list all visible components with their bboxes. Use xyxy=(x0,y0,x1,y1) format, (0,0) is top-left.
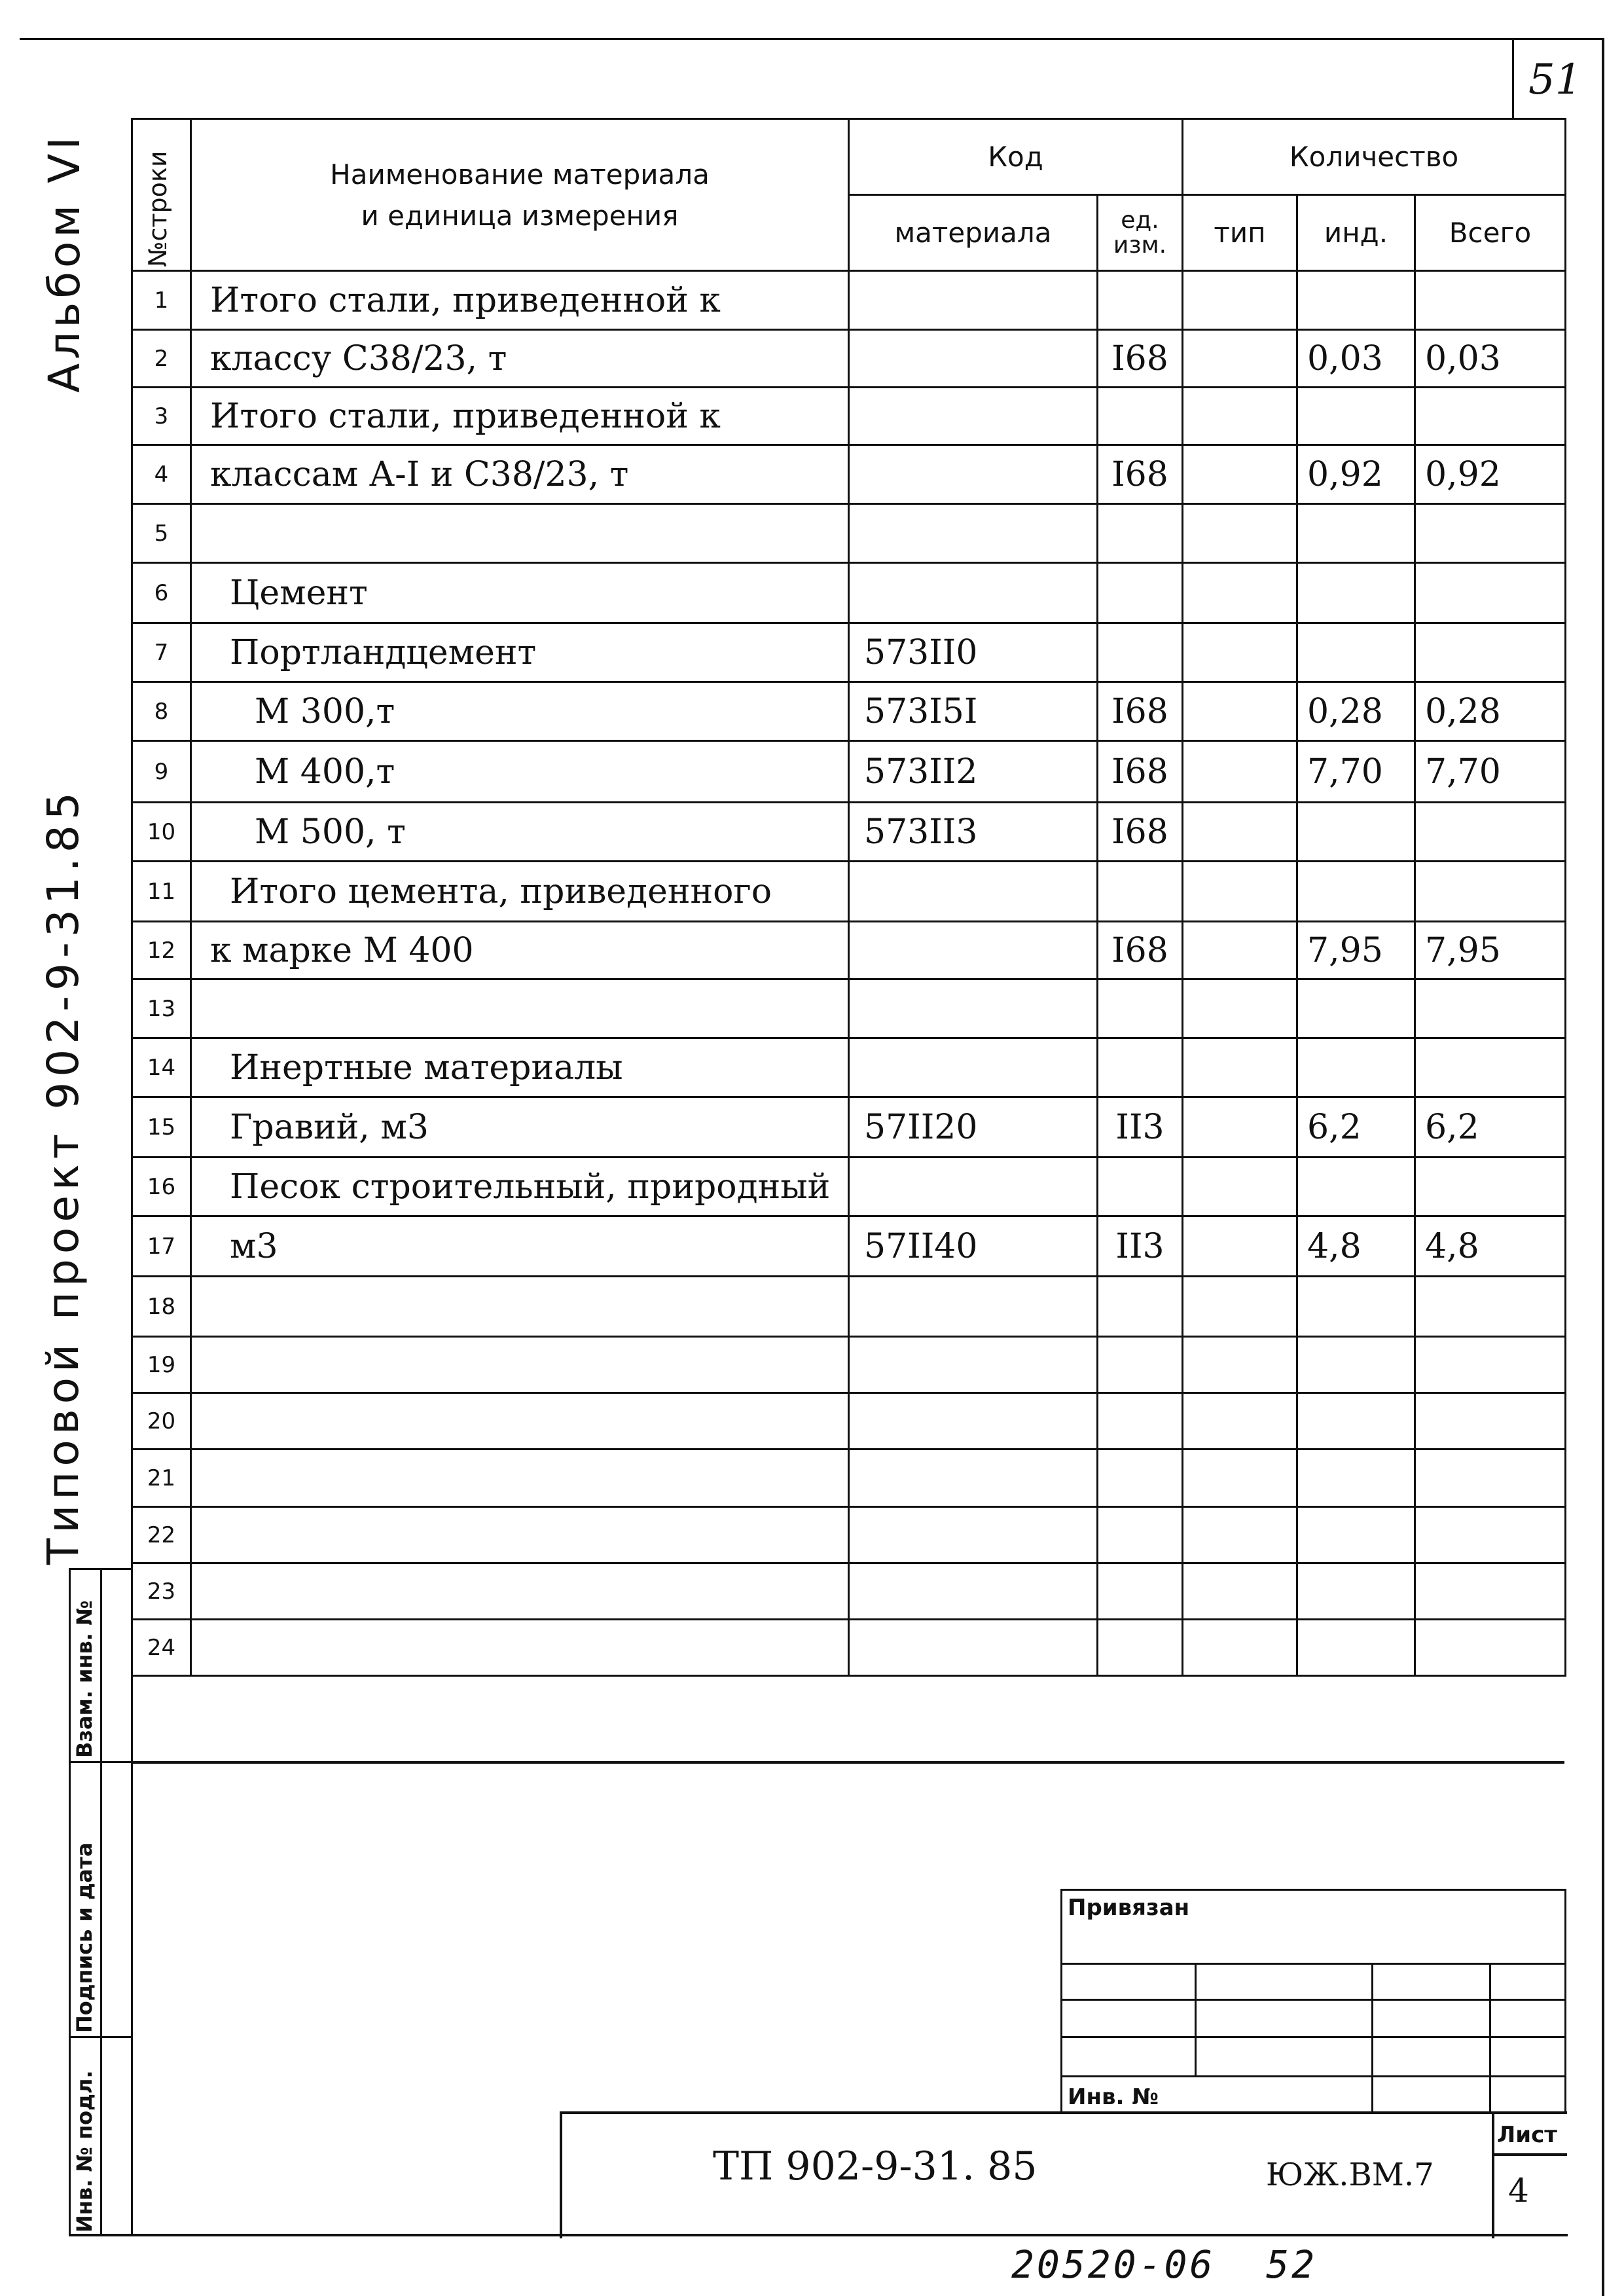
unit-code xyxy=(1098,1620,1183,1676)
unit-code xyxy=(1098,1038,1183,1097)
material-name: Гравий, м3 xyxy=(191,1097,849,1157)
material-code xyxy=(849,979,1098,1038)
row-number: 19 xyxy=(132,1337,191,1393)
sheet-number: 4 xyxy=(1508,2172,1529,2210)
material-code xyxy=(849,1393,1098,1449)
unit-code xyxy=(1098,1507,1183,1563)
project-label: Типовой проект 902-9-31.85 xyxy=(38,787,88,1565)
qty-type xyxy=(1183,682,1297,741)
qty-total xyxy=(1415,862,1566,922)
material-code xyxy=(849,1449,1098,1507)
table-row xyxy=(132,271,1566,330)
material-code: 57II40 xyxy=(849,1216,1098,1277)
table-row xyxy=(132,1449,1566,1507)
header-type: тип xyxy=(1183,195,1297,271)
material-name: Итого стали, приведенной к xyxy=(191,271,849,330)
table-row xyxy=(132,330,1566,388)
qty-type xyxy=(1183,623,1297,682)
qty-total: 0,92 xyxy=(1415,445,1566,504)
qty-ind xyxy=(1297,1038,1415,1097)
qty-type xyxy=(1183,445,1297,504)
doc-code: ТП 902-9-31. 85 xyxy=(713,2143,1038,2189)
unit-code xyxy=(1098,623,1183,682)
row-number: 14 xyxy=(132,1038,191,1097)
material-name: М 300,т xyxy=(191,682,849,741)
header-quantity: Количество xyxy=(1183,119,1566,195)
material-name: Итого стали, приведенной к xyxy=(191,388,849,445)
unit-code xyxy=(1098,1157,1183,1216)
qty-type xyxy=(1183,388,1297,445)
table-row xyxy=(132,1277,1566,1337)
table-row xyxy=(132,682,1566,741)
material-name: Портландцемент xyxy=(191,623,849,682)
material-name: М 400,т xyxy=(191,741,849,803)
row-number: 11 xyxy=(132,862,191,922)
title-block xyxy=(560,2111,1567,2238)
header-material: материала xyxy=(849,195,1098,271)
qty-type xyxy=(1183,1038,1297,1097)
row-number: 21 xyxy=(132,1449,191,1507)
qty-type xyxy=(1183,741,1297,803)
sheet-mark-box-left xyxy=(1512,38,1514,120)
material-code xyxy=(849,388,1098,445)
material-name xyxy=(191,1393,849,1449)
table-row xyxy=(132,1097,1566,1157)
qty-ind: 4,8 xyxy=(1297,1216,1415,1277)
inv-orig-label: Инв. № подл. xyxy=(72,2070,97,2232)
inv-no-label: Инв. № xyxy=(1062,2077,1373,2113)
sheet-code: ЮЖ.ВМ.7 xyxy=(1266,2157,1434,2193)
material-name: Итого цемента, приведенного xyxy=(191,862,849,922)
row-number: 22 xyxy=(132,1507,191,1563)
qty-total xyxy=(1415,1157,1566,1216)
row-number: 3 xyxy=(132,388,191,445)
material-name xyxy=(191,1277,849,1337)
material-code: 573II2 xyxy=(849,741,1098,803)
qty-ind xyxy=(1297,623,1415,682)
material-name xyxy=(191,504,849,563)
qty-ind: 7,95 xyxy=(1297,922,1415,979)
qty-type xyxy=(1183,862,1297,922)
qty-ind xyxy=(1297,979,1415,1038)
material-name xyxy=(191,1449,849,1507)
table-row xyxy=(132,1038,1566,1097)
unit-code: I68 xyxy=(1098,803,1183,862)
row-number: 12 xyxy=(132,922,191,979)
qty-total xyxy=(1415,1393,1566,1449)
qty-type xyxy=(1183,1393,1297,1449)
table-row xyxy=(132,922,1566,979)
sheet-label: Лист xyxy=(1497,2122,1557,2148)
qty-type xyxy=(1183,1277,1297,1337)
qty-total: 0,03 xyxy=(1415,330,1566,388)
qty-ind: 0,28 xyxy=(1297,682,1415,741)
qty-ind xyxy=(1297,1337,1415,1393)
qty-ind xyxy=(1297,1620,1415,1676)
material-name xyxy=(191,1507,849,1563)
unit-code xyxy=(1098,563,1183,623)
qty-total xyxy=(1415,803,1566,862)
unit-code xyxy=(1098,1277,1183,1337)
frame-right xyxy=(1602,38,1604,2296)
row-number: 16 xyxy=(132,1157,191,1216)
qty-type xyxy=(1183,271,1297,330)
table-row xyxy=(132,1337,1566,1393)
unit-code xyxy=(1098,1393,1183,1449)
material-code: 57II20 xyxy=(849,1097,1098,1157)
table-row xyxy=(132,862,1566,922)
row-number: 4 xyxy=(132,445,191,504)
table-row xyxy=(132,741,1566,803)
table-bottom-line xyxy=(131,1761,1564,1764)
material-code xyxy=(849,330,1098,388)
qty-ind xyxy=(1297,1393,1415,1449)
material-name xyxy=(191,979,849,1038)
qty-total xyxy=(1415,1620,1566,1676)
table-row xyxy=(132,979,1566,1038)
material-name: классу С38/23, т xyxy=(191,330,849,388)
row-number: 2 xyxy=(132,330,191,388)
material-name: М 500, т xyxy=(191,803,849,862)
header-total: Всего xyxy=(1415,195,1566,271)
qty-total: 7,70 xyxy=(1415,741,1566,803)
side-stamp xyxy=(69,1568,131,2236)
header-code: Код xyxy=(849,119,1183,195)
material-name xyxy=(191,1563,849,1620)
material-name: к марке М 400 xyxy=(191,922,849,979)
table-row xyxy=(132,388,1566,445)
row-number: 17 xyxy=(132,1216,191,1277)
qty-type xyxy=(1183,1563,1297,1620)
row-number: 8 xyxy=(132,682,191,741)
tie-block xyxy=(1060,1889,1566,2113)
qty-ind: 0,92 xyxy=(1297,445,1415,504)
qty-total xyxy=(1415,563,1566,623)
material-code xyxy=(849,1507,1098,1563)
material-name: Инертные материалы xyxy=(191,1038,849,1097)
material-code xyxy=(849,445,1098,504)
unit-code xyxy=(1098,271,1183,330)
frame-top xyxy=(20,38,1604,40)
qty-type xyxy=(1183,922,1297,979)
qty-ind xyxy=(1297,1277,1415,1337)
row-number: 23 xyxy=(132,1563,191,1620)
sheet-mark: 51 xyxy=(1528,56,1582,104)
row-number: 1 xyxy=(132,271,191,330)
table-row xyxy=(132,1216,1566,1277)
table-row xyxy=(132,1620,1566,1676)
sign-date-label: Подпись и дата xyxy=(72,1842,97,2033)
material-name xyxy=(191,1620,849,1676)
material-code: 573II3 xyxy=(849,803,1098,862)
material-name: классам А-I и С38/23, т xyxy=(191,445,849,504)
qty-type xyxy=(1183,803,1297,862)
unit-code: II3 xyxy=(1098,1097,1183,1157)
qty-type xyxy=(1183,1097,1297,1157)
material-code xyxy=(849,563,1098,623)
qty-total: 4,8 xyxy=(1415,1216,1566,1277)
material-code xyxy=(849,922,1098,979)
qty-type xyxy=(1183,504,1297,563)
replace-inv-label: Взам. инв. № xyxy=(72,1600,97,1758)
header-row-no: №строки xyxy=(132,119,191,271)
table-row xyxy=(132,623,1566,682)
qty-type xyxy=(1183,1507,1297,1563)
table-row xyxy=(132,1157,1566,1216)
material-table xyxy=(131,118,1566,1677)
row-number: 6 xyxy=(132,563,191,623)
row-number: 20 xyxy=(132,1393,191,1449)
qty-ind xyxy=(1297,271,1415,330)
qty-ind xyxy=(1297,563,1415,623)
row-number: 7 xyxy=(132,623,191,682)
qty-ind: 7,70 xyxy=(1297,741,1415,803)
qty-type xyxy=(1183,330,1297,388)
material-code xyxy=(849,1563,1098,1620)
material-code xyxy=(849,1337,1098,1393)
row-number: 5 xyxy=(132,504,191,563)
qty-ind xyxy=(1297,504,1415,563)
qty-ind: 6,2 xyxy=(1297,1097,1415,1157)
unit-code: I68 xyxy=(1098,682,1183,741)
qty-total: 6,2 xyxy=(1415,1097,1566,1157)
material-name: Песок строительный, природный xyxy=(191,1157,849,1216)
qty-total: 7,95 xyxy=(1415,922,1566,979)
qty-ind xyxy=(1297,803,1415,862)
qty-total: 0,28 xyxy=(1415,682,1566,741)
material-code: 573I5I xyxy=(849,682,1098,741)
qty-total xyxy=(1415,271,1566,330)
row-number: 13 xyxy=(132,979,191,1038)
unit-code xyxy=(1098,862,1183,922)
album-label: Альбом VI xyxy=(39,133,90,393)
row-number: 15 xyxy=(132,1097,191,1157)
qty-ind: 0,03 xyxy=(1297,330,1415,388)
table-row xyxy=(132,563,1566,623)
header-name: Наименование материала и единица измерения xyxy=(191,119,849,271)
unit-code: I68 xyxy=(1098,445,1183,504)
unit-code xyxy=(1098,979,1183,1038)
header-ind: инд. xyxy=(1297,195,1415,271)
table-row xyxy=(132,1507,1566,1563)
unit-code xyxy=(1098,1449,1183,1507)
qty-ind xyxy=(1297,1157,1415,1216)
qty-total xyxy=(1415,1449,1566,1507)
table-row xyxy=(132,803,1566,862)
qty-type xyxy=(1183,979,1297,1038)
qty-ind xyxy=(1297,388,1415,445)
row-number: 9 xyxy=(132,741,191,803)
footer-number: 20520-06 52 xyxy=(1011,2242,1318,2287)
qty-total xyxy=(1415,1277,1566,1337)
unit-code: I68 xyxy=(1098,330,1183,388)
qty-type xyxy=(1183,563,1297,623)
qty-ind xyxy=(1297,1449,1415,1507)
qty-total xyxy=(1415,1507,1566,1563)
unit-code: I68 xyxy=(1098,741,1183,803)
qty-type xyxy=(1183,1449,1297,1507)
material-code xyxy=(849,1038,1098,1097)
qty-ind xyxy=(1297,1507,1415,1563)
material-name: Цемент xyxy=(191,563,849,623)
unit-code xyxy=(1098,504,1183,563)
table-row xyxy=(132,1563,1566,1620)
material-code: 573II0 xyxy=(849,623,1098,682)
qty-ind xyxy=(1297,862,1415,922)
qty-total xyxy=(1415,1337,1566,1393)
qty-total xyxy=(1415,979,1566,1038)
qty-type xyxy=(1183,1216,1297,1277)
header-unit: ед. изм. xyxy=(1098,195,1183,271)
material-code xyxy=(849,504,1098,563)
material-code xyxy=(849,1620,1098,1676)
qty-total xyxy=(1415,623,1566,682)
qty-type xyxy=(1183,1620,1297,1676)
qty-total xyxy=(1415,1038,1566,1097)
unit-code xyxy=(1098,1563,1183,1620)
qty-total xyxy=(1415,388,1566,445)
qty-total xyxy=(1415,1563,1566,1620)
row-number: 10 xyxy=(132,803,191,862)
material-code xyxy=(849,1277,1098,1337)
material-name xyxy=(191,1337,849,1393)
row-number: 24 xyxy=(132,1620,191,1676)
material-code xyxy=(849,1157,1098,1216)
material-code xyxy=(849,271,1098,330)
table-row xyxy=(132,445,1566,504)
table-row xyxy=(132,1393,1566,1449)
unit-code xyxy=(1098,388,1183,445)
material-name: м3 xyxy=(191,1216,849,1277)
unit-code: I68 xyxy=(1098,922,1183,979)
qty-total xyxy=(1415,504,1566,563)
qty-ind xyxy=(1297,1563,1415,1620)
material-code xyxy=(849,862,1098,922)
unit-code xyxy=(1098,1337,1183,1393)
tied-label: Привязан xyxy=(1062,1890,1566,1964)
row-number: 18 xyxy=(132,1277,191,1337)
unit-code: II3 xyxy=(1098,1216,1183,1277)
qty-type xyxy=(1183,1157,1297,1216)
table-row xyxy=(132,504,1566,563)
qty-type xyxy=(1183,1337,1297,1393)
